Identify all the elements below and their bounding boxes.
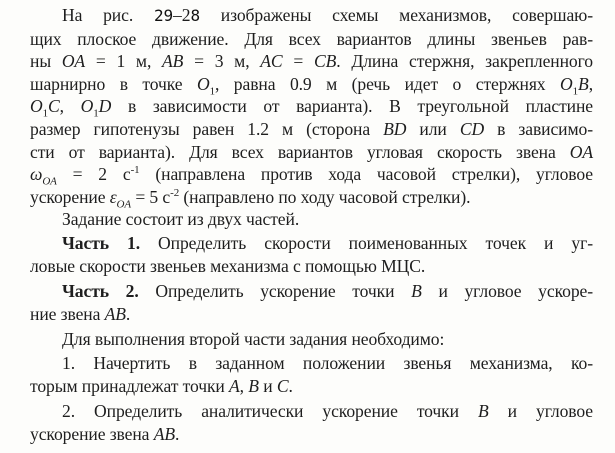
var: B: [248, 375, 259, 396]
text: в зависимо-: [484, 118, 593, 139]
text: ловые скорости звеньев механизма с помощью МЦС.: [30, 255, 426, 276]
subscript: 1: [42, 107, 49, 120]
var: B: [578, 73, 589, 94]
subscript: OA: [116, 198, 132, 211]
part-label: Часть 1.: [62, 232, 140, 253]
text: На рис.: [62, 5, 154, 25]
item1-line-2: [30, 375, 593, 398]
var: CB: [313, 51, 337, 72]
need-line: [30, 328, 593, 351]
subscript: 1: [572, 85, 579, 98]
text: и: [258, 375, 277, 396]
var: BD: [383, 118, 407, 139]
text: шарнирно в точке: [30, 73, 197, 94]
var: A: [229, 375, 240, 396]
var: B: [477, 401, 489, 422]
text: Определить ускорение точки: [138, 281, 412, 302]
text: (направлена против хода часовой стрелки), угловое: [139, 164, 594, 185]
part2-line-1: [30, 280, 593, 303]
text: торым принадлежат точки: [30, 375, 230, 396]
text: .: [174, 423, 180, 444]
part-label: Часть 2.: [62, 281, 139, 302]
text: 1. Начертить в заданном положении звенья механизма, ко-: [62, 352, 593, 373]
intro-line-5: [30, 95, 593, 118]
intro-line-3: [30, 50, 593, 73]
part1-line-1: [30, 232, 593, 255]
var: B: [411, 281, 422, 302]
intro-line-6: [30, 118, 593, 141]
var: CD: [459, 118, 485, 139]
var: AB: [153, 423, 175, 444]
text: или: [406, 118, 460, 139]
text: Задание состоит из двух частей.: [62, 209, 300, 230]
text: ,: [59, 96, 81, 117]
intro-line-8: [30, 163, 593, 186]
text: .: [125, 303, 131, 324]
text: и угловое: [488, 401, 593, 422]
task-line: [30, 208, 593, 231]
text: щих плоское движение. Для всех вариантов длины звеньев рав-: [30, 28, 593, 49]
intro-line-1: [30, 4, 593, 28]
var: OA: [61, 51, 86, 72]
superscript: -1: [130, 164, 140, 177]
subscript: 1: [93, 107, 99, 120]
text: сти от варианта). Для всех вариантов угловая скорость звена: [30, 141, 570, 162]
text: размер гипотенузы равен 1.2 м (сторона: [30, 118, 384, 139]
text: =: [282, 51, 314, 72]
var: AB: [162, 51, 184, 72]
figure-number-start-digit: 9: [163, 6, 174, 25]
superscript: -2: [170, 186, 180, 199]
text: Для выполнения второй части задания необходимо:: [62, 329, 445, 350]
text: ускорение: [30, 186, 110, 207]
var: ε: [109, 186, 117, 207]
text: ны: [30, 51, 62, 72]
text: (направлено по ходу часовой стрелки).: [179, 186, 471, 207]
text: ние звена: [30, 303, 105, 324]
text: ,: [588, 73, 593, 94]
text: ускорение звена: [30, 423, 154, 444]
part2-line-2: [30, 303, 593, 326]
item1-line-1: [30, 352, 593, 375]
item2-line-2: [30, 423, 593, 446]
var: O: [80, 96, 94, 117]
intro-line-4: [30, 73, 593, 96]
text: .: [288, 375, 293, 396]
text: 2. Определить аналитически ускорение точки: [62, 401, 478, 422]
text: в зависимости от варианта). В треугольной пластине: [111, 96, 593, 117]
part1-line-2: [30, 255, 593, 278]
var: C: [276, 375, 289, 396]
text: ,: [239, 375, 249, 396]
text: = 3 м,: [183, 51, 261, 72]
text: изображены схемы механизмов, совершаю-: [199, 5, 593, 25]
subscript: 1: [209, 85, 215, 98]
item2-line-1: [30, 400, 593, 423]
var: D: [98, 96, 112, 117]
var: O: [196, 73, 210, 94]
text: –2: [173, 5, 191, 25]
text: = 2 с: [56, 164, 131, 185]
intro-line-2: [30, 28, 593, 51]
intro-line-7: [30, 141, 593, 164]
text: Определить скорости поименованных точек и уг-: [140, 232, 593, 253]
subscript: OA: [42, 175, 57, 188]
var: C: [48, 96, 60, 117]
text: , равна 0.9 м (речь идет о стержнях: [215, 73, 561, 94]
var: O: [560, 73, 573, 94]
var: OA: [569, 141, 593, 162]
text: = 1 м,: [85, 51, 163, 72]
var: ω: [30, 164, 43, 185]
text: = 5 с: [131, 186, 171, 207]
var: AB: [104, 303, 126, 324]
text: . Длина стержня, закрепленного: [336, 51, 593, 72]
var: AC: [260, 51, 283, 72]
var: O: [30, 96, 43, 117]
intro-line-9: [30, 186, 593, 209]
figure-number-end: 8: [190, 6, 200, 25]
text: и угловое ускоре-: [421, 281, 593, 302]
figure-number-start: 2: [153, 6, 164, 25]
